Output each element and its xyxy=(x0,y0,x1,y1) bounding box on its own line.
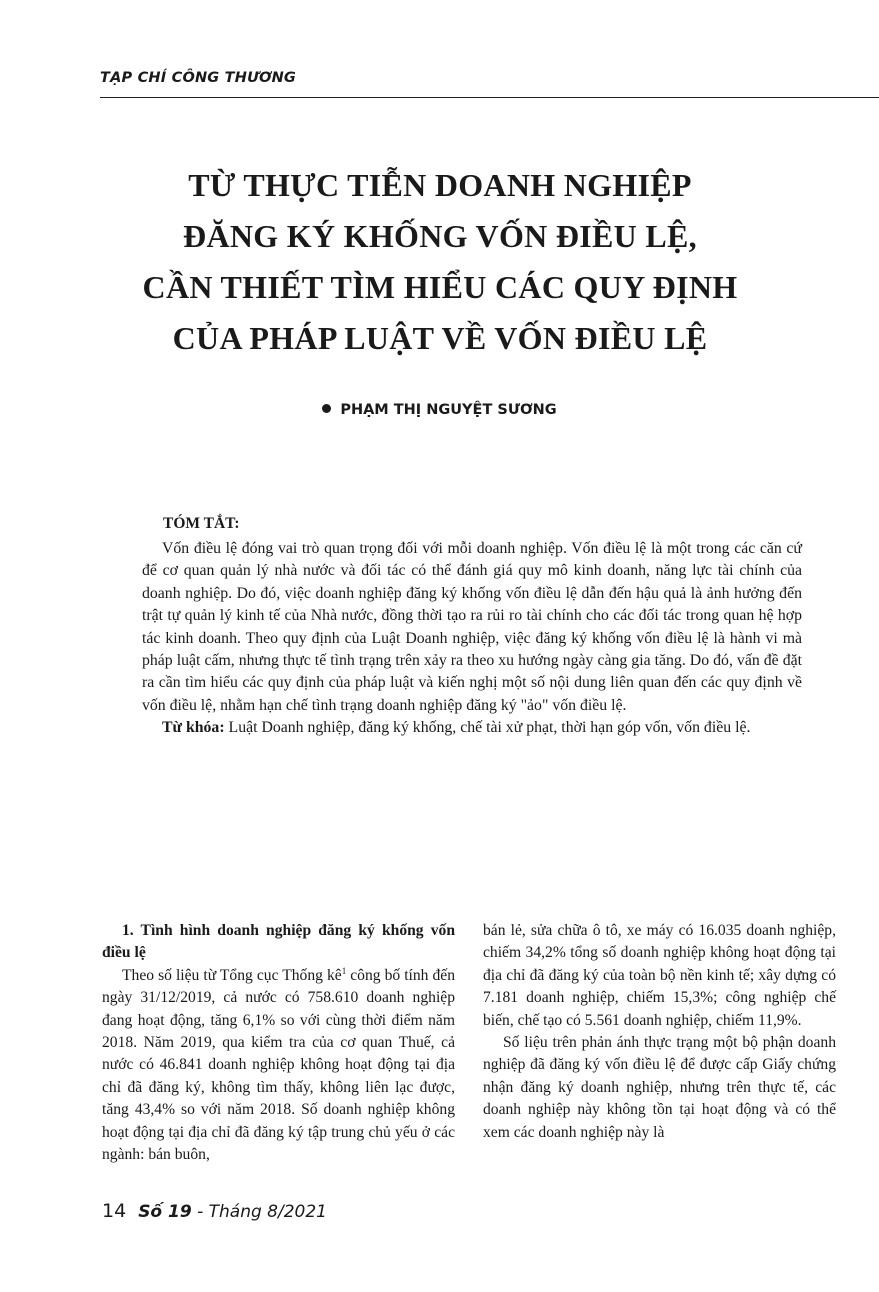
page-footer xyxy=(102,1200,327,1222)
paragraph xyxy=(102,965,455,1167)
page-number: 14 xyxy=(102,1200,127,1222)
paragraph-text: Theo số liệu từ Tổng cục Thống kê xyxy=(122,966,342,984)
abstract xyxy=(142,538,802,740)
paragraph-continuation: bán lẻ, sửa chữa ô tô, xe máy có 16.035 doanh nghiệp, chiếm 34,2% tổng số doanh nghiệp không hoạt động tại địa chỉ đã đăng ký của toàn bộ nền kinh tế; xây dựng có 7.181 doanh nghiệp, chiếm 15,3%; công nghiệp chế biến, chế tạo có 5.561 doanh nghiệp, chiếm 11,9%. xyxy=(483,922,836,1029)
abstract-body: Vốn điều lệ đóng vai trò quan trọng đối với mỗi doanh nghiệp. Vốn điều lệ là một trong các căn cứ để cơ quan quản lý nhà nước và đối tác có thể đánh giá quy mô kinh doanh, năng lực tài chính của doanh nghiệp. Do đó, việc doanh nghiệp đăng ký khống vốn điều lệ dẫn đến hậu quả là ảnh hưởng đến trật tự quản lý kinh tế của Nhà nước, đồng thời tạo ra rủi ro tài chính cho các đối tác trong quan hệ hợp tác kinh doanh. Theo quy định của Luật Doanh nghiệp, việc đăng ký khống vốn điều lệ là hành vi mà pháp luật cấm, nhưng thực tế tình trạng trên xảy ra theo xu hướng ngày càng gia tăng. Do đó, vấn đề đặt ra cần tìm hiểu các quy định của pháp luật và kiến nghị một số nội dung liên quan đến các quy định về vốn điều lệ, nhằm hạn chế tình trạng doanh nghiệp đăng ký "ảo" vốn điều lệ. xyxy=(142,540,802,714)
paragraph: Số liệu trên phản ánh thực trạng một bộ phận doanh nghiệp đã đăng ký vốn điều lệ để được cấp Giấy chứng nhận đăng ký doanh nghiệp, nhưng trên thực tế, các doanh nghiệp này không tồn tại hoạt động và có thể xem các doanh nghiệp này là xyxy=(483,1034,836,1141)
column-right xyxy=(483,920,836,1144)
footnote-ref[interactable]: 1 xyxy=(341,965,347,976)
keywords-text: Luật Doanh nghiệp, đăng ký khống, chế tài xử phạt, thời hạn góp vốn, vốn điều lệ. xyxy=(228,719,751,737)
keywords xyxy=(142,717,802,739)
header-rule xyxy=(100,97,879,98)
author-name: PHẠM THỊ NGUYỆT SƯƠNG xyxy=(340,402,557,418)
author-byline xyxy=(0,402,879,418)
keywords-label: Từ khóa: xyxy=(162,719,225,737)
section-heading: 1. Tình hình doanh nghiệp đăng ký khống vốn điều lệ xyxy=(102,922,455,962)
article-title xyxy=(60,160,820,364)
title-line: CẦN THIẾT TÌM HIỂU CÁC QUY ĐỊNH xyxy=(142,269,738,305)
bullet-icon xyxy=(322,404,331,413)
issue-date: - Tháng 8/2021 xyxy=(191,1202,327,1222)
title-line: TỪ THỰC TIỄN DOANH NGHIỆP xyxy=(188,167,692,203)
paragraph-text: công bố tính đến ngày 31/12/2019, cả nước có 758.610 doanh nghiệp đang hoạt động, tăng 6,1% so với cùng thời điểm năm 2018. Năm 2019, qua kiểm tra của cơ quan Thuế, cả nước có 46.841 doanh nghiệp không hoạt động tại địa chỉ đã đăng ký, không tìm thấy, không liên lạc được, tăng 43,4% so với năm 2018. Số doanh nghiệp không hoạt động tại địa chỉ đã đăng ký tập trung chủ yếu ở các ngành: bán buôn, xyxy=(102,966,455,1164)
title-line: CỦA PHÁP LUẬT VỀ VỐN ĐIỀU LỆ xyxy=(172,320,708,356)
abstract-heading: TÓM TẮT: xyxy=(163,515,240,532)
title-line: ĐĂNG KÝ KHỐNG VỐN ĐIỀU LỆ, xyxy=(183,218,697,254)
journal-name: TẠP CHÍ CÔNG THƯƠNG xyxy=(100,70,297,86)
issue-label: Số 19 xyxy=(138,1202,192,1222)
column-left xyxy=(102,920,455,1166)
issue-info xyxy=(138,1202,327,1222)
